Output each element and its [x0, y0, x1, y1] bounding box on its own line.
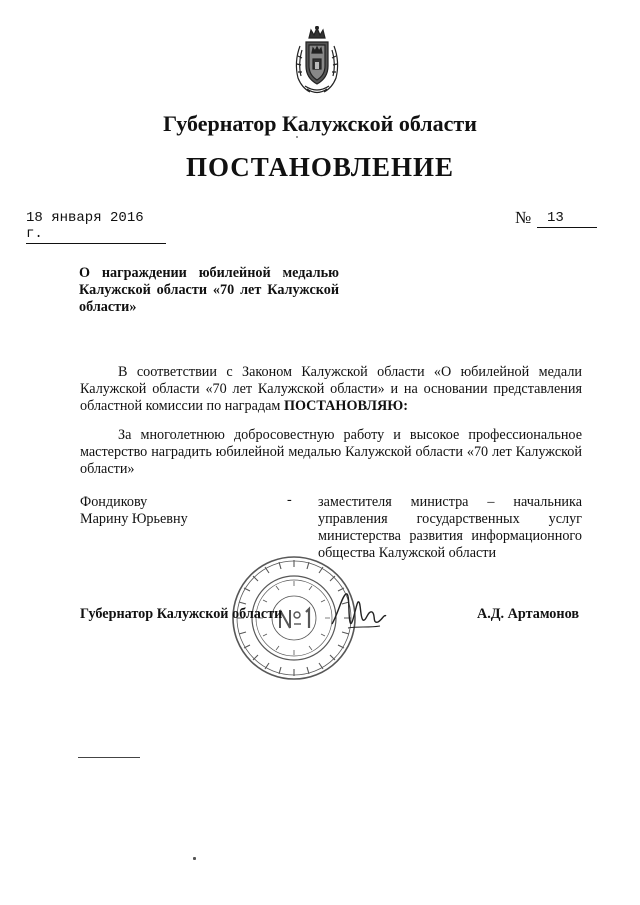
signatory-name: А.Д. Артамонов — [477, 606, 579, 622]
body-paragraph-1 — [80, 364, 582, 415]
body-paragraph-2: За многолетнюю добросовестную работу и высокое профессиональное мастерство наградить юбилейной медалью Калужской области «70 лет Калужской области» — [80, 427, 582, 477]
document-number: 13 — [537, 210, 597, 228]
body-paragraph-1-text: В соответствии с Законом Калужской области «О юбилейной медали Калужской области «70 лет Калужской области» и на основании представления областной комиссии по наградам — [80, 364, 582, 414]
number-label: № — [515, 208, 532, 227]
speck — [296, 136, 298, 138]
coat-of-arms-emblem — [292, 26, 342, 96]
signatory-title: Губернатор Калужской области — [80, 606, 283, 622]
speck — [193, 857, 196, 860]
document-subject: О награждении юбилейной медалью Калужской области «70 лет Калужской области» — [79, 265, 339, 315]
awardee-given-names: Марину Юрьевну — [80, 511, 188, 527]
awardee-surname: Фондикову — [80, 494, 148, 510]
document-type-heading: ПОСТАНОВЛЕНИЕ — [185, 152, 455, 182]
awardee-dash: - — [287, 492, 292, 508]
document-date: 18 января 2016 г. — [26, 210, 166, 244]
footer-divider — [78, 757, 140, 758]
awardee-position: заместителя министра – начальника управления государственных услуг министерства развития информационного общества Калужской области — [318, 494, 582, 561]
awardee-name — [80, 494, 280, 528]
handwritten-signature — [328, 584, 388, 644]
issuer-title: Губернатор Калужской области — [163, 111, 477, 136]
decree-keyword: ПОСТАНОВЛЯЮ: — [283, 398, 408, 414]
